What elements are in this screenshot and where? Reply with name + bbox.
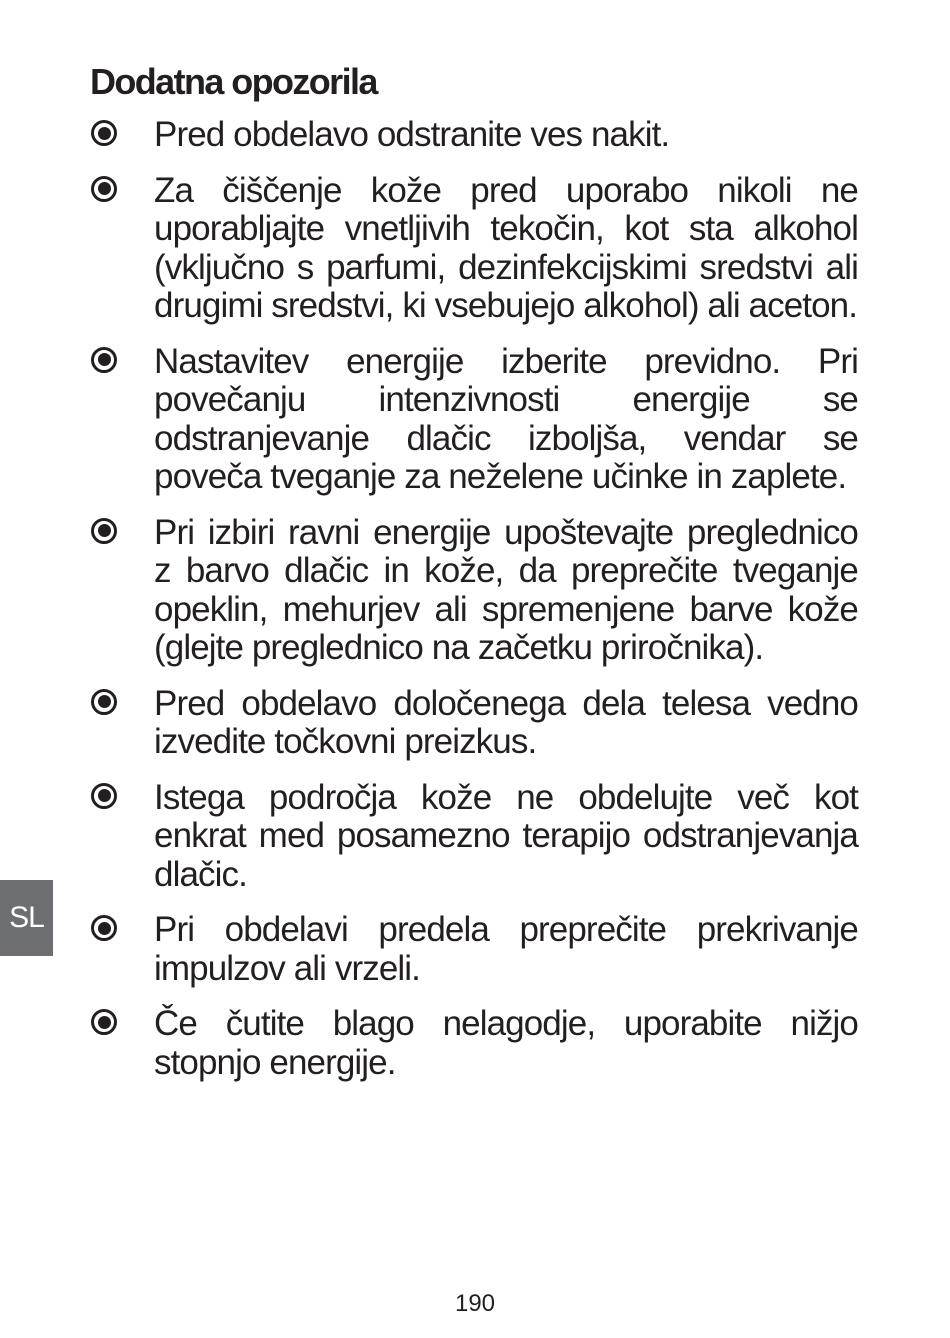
page-number: 190 — [454, 1290, 496, 1317]
warning-item — [90, 116, 858, 155]
warning-item — [90, 779, 858, 895]
bullet-circle-icon — [91, 518, 117, 544]
bullet-circle-icon — [91, 689, 117, 715]
warning-text: Nastavitev energije izberite previdno. Pri povečanju intenzivnosti energije se odstranjevanje dlačic izboljša, vendar se poveča tveganje za neželene učinke in zaplete. — [154, 341, 858, 496]
warning-item — [90, 172, 858, 326]
warning-text: Pri obdelavi predela preprečite prekrivanje impulzov ali vrzeli. — [154, 910, 858, 988]
warning-item — [90, 343, 858, 497]
bullet-circle-icon — [91, 120, 117, 146]
warning-item — [90, 911, 858, 988]
warning-item — [90, 685, 858, 762]
language-tab: SL — [0, 880, 53, 956]
bullet-circle-icon — [91, 783, 117, 809]
bullet-circle-icon — [91, 347, 117, 373]
warning-list — [90, 116, 858, 1099]
bullet-circle-icon — [91, 176, 117, 202]
warning-text: Če čutite blago nelagodje, uporabite nižjo stopnjo energije. — [154, 1004, 858, 1082]
warning-item — [90, 514, 858, 668]
warning-item — [90, 1005, 858, 1082]
warning-text: Pri izbiri ravni energije upoštevajte preglednico z barvo dlačic in kože, da preprečite tveganje opeklin, mehurjev ali spremenjene barve kože (glejte preglednico na začetku priročnika). — [154, 512, 858, 667]
warning-text: Za čiščenje kože pred uporabo nikoli ne uporabljajte vnetljivih tekočin, kot sta alkohol (vključno s parfumi, dezinfekcijskimi sredstvi ali drugimi sredstvi, ki vsebujejo alkohol) ali aceton. — [154, 170, 858, 325]
bullet-circle-icon — [91, 915, 117, 941]
warning-text: Istega področja kože ne obdelujte več kot enkrat med posamezno terapijo odstranjevanja dlačic. — [154, 777, 858, 894]
warning-text: Pred obdelavo določenega dela telesa vedno izvedite točkovni preizkus. — [154, 683, 858, 761]
bullet-circle-icon — [91, 1009, 117, 1035]
section-heading: Dodatna opozorila — [90, 61, 377, 102]
warning-text: Pred obdelavo odstranite ves nakit. — [154, 115, 670, 154]
